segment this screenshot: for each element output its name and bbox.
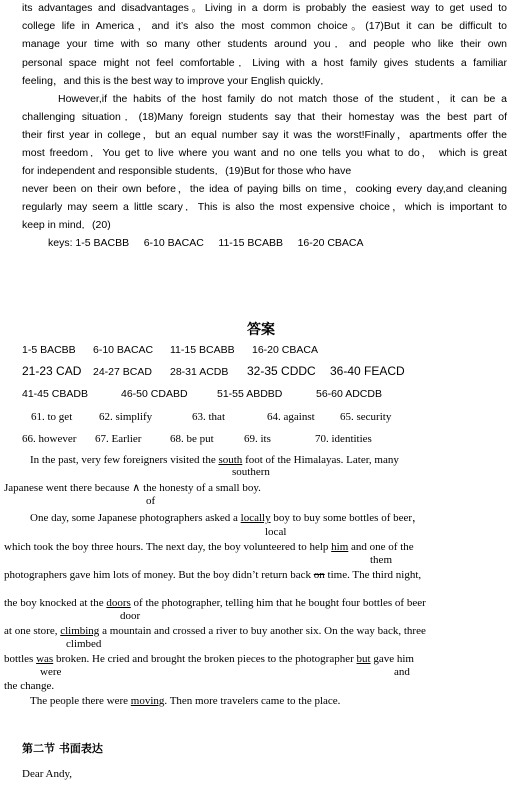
answer-item: 11-15 BCABB (170, 344, 235, 356)
answer-item: 51-55 ABDBD (217, 388, 283, 400)
passage-line: college life in America，and it’s also the most common choice。(17)But it can be difficult to (22, 20, 507, 32)
answer-keys: keys: 1-5 BACBB 6-10 BACAC 11-15 BCABB 16-20 CBACA (48, 237, 364, 249)
correction-line: In the past, very few foreigners visited the south foot of the Himalayas. Later, many (30, 454, 399, 466)
answer-item: 63. that (192, 411, 225, 423)
passage-line: feeling，and this is the best way to improve your English quickly． (22, 75, 331, 87)
passage-line: manage your time with so many other students around you．and people who like their own (22, 38, 507, 50)
correction-line: The people there were moving. Then more travelers came to the place. (30, 695, 341, 707)
correction-line: which took the boy three hours. The next day, the boy volunteered to help him and one of the (4, 541, 414, 553)
correction-line: photographers gave him lots of money. But the boy didn’t return back on time. The third night, (4, 569, 422, 581)
passage-line: its advantages and disadvantages。Living in a dorm is probably the easiest way to get used to (22, 2, 507, 14)
correction-line: Japanese went there because ∧ the honesty of a small boy. (4, 482, 261, 494)
passage-line: their first year in college，but an equal number say it was the worst!Finally，apartments offer the (22, 129, 507, 141)
passage-line: keep in mind．(20) (22, 219, 111, 231)
answer-item: 6-10 BACAC (93, 344, 154, 356)
answer-item: 32-35 CDDC (247, 364, 316, 378)
correction-note: door (120, 610, 141, 622)
answer-item: 1-5 BACBB (22, 344, 76, 356)
passage-line: for independent and responsible students．(19)But for those who have (22, 165, 352, 177)
answer-item: 21-23 CAD (22, 364, 82, 378)
answer-item: 66. however (22, 433, 77, 445)
passage-line: regularly may seem a little scary．This is also the most expensive choice，which is important to (22, 201, 507, 213)
salutation: Dear Andy, (22, 768, 72, 780)
answer-item: 65. security (340, 411, 392, 423)
passage-line: challenging situation．(18)Many foreign students say that their homestay was the best part of (22, 111, 507, 123)
correction-note: them (370, 554, 392, 566)
correction-line: the boy knocked at the doors of the photographer, telling him that he bought four bottles of beer (4, 597, 426, 609)
answer-item: 16-20 CBACA (252, 344, 318, 356)
passage-line: most freedom．You get to live where you want and no one tells you what to do， which is great (22, 147, 507, 159)
answer-item: 61. to get (31, 411, 73, 423)
correction-line: One day, some Japanese photographers asked a locally boy to buy some bottles of beer， (30, 512, 424, 524)
answer-item: 69. its (244, 433, 271, 445)
answer-item: 62. simplify (99, 411, 153, 423)
answer-item: 68. be put (170, 433, 214, 445)
passage-line: personal space might not feel comfortable．Living with a host family gives students a familiar (22, 57, 507, 69)
correction-note: and (394, 666, 410, 678)
answer-item: 36-40 FEACD (330, 364, 405, 378)
correction-note: climbed (66, 638, 102, 650)
correction-note: were (40, 666, 62, 678)
correction-note: southern (232, 466, 270, 478)
answer-item: 24-27 BCAD (93, 366, 152, 378)
answer-item: 56-60 ADCDB (316, 388, 382, 400)
answer-item: 64. against (267, 411, 315, 423)
passage-line: never been on their own before，the idea of paying bills on time，cooking every day,and cleaning (22, 183, 507, 195)
answer-item: 70. identities (315, 433, 372, 445)
answer-item: 67. Earlier (95, 433, 142, 445)
answer-title: 答案 (247, 322, 275, 338)
section-title: 第二节 书面表达 (22, 742, 103, 755)
answer-item: 41-45 CBADB (22, 388, 88, 400)
correction-note: local (265, 526, 287, 538)
correction-line: the change. (4, 680, 55, 692)
correction-note: of (146, 495, 156, 507)
answer-item: 28-31 ACDB (170, 366, 229, 378)
correction-line: at one store, climbing a mountain and crossed a river to buy another six. On the way back, three (4, 625, 426, 637)
passage-line: However,if the habits of the host family do not match those of the student，it can be a (58, 93, 507, 105)
correction-line: bottles was broken. He cried and brought the broken pieces to the photographer but gave him (4, 653, 414, 665)
answer-item: 46-50 CDABD (121, 388, 188, 400)
